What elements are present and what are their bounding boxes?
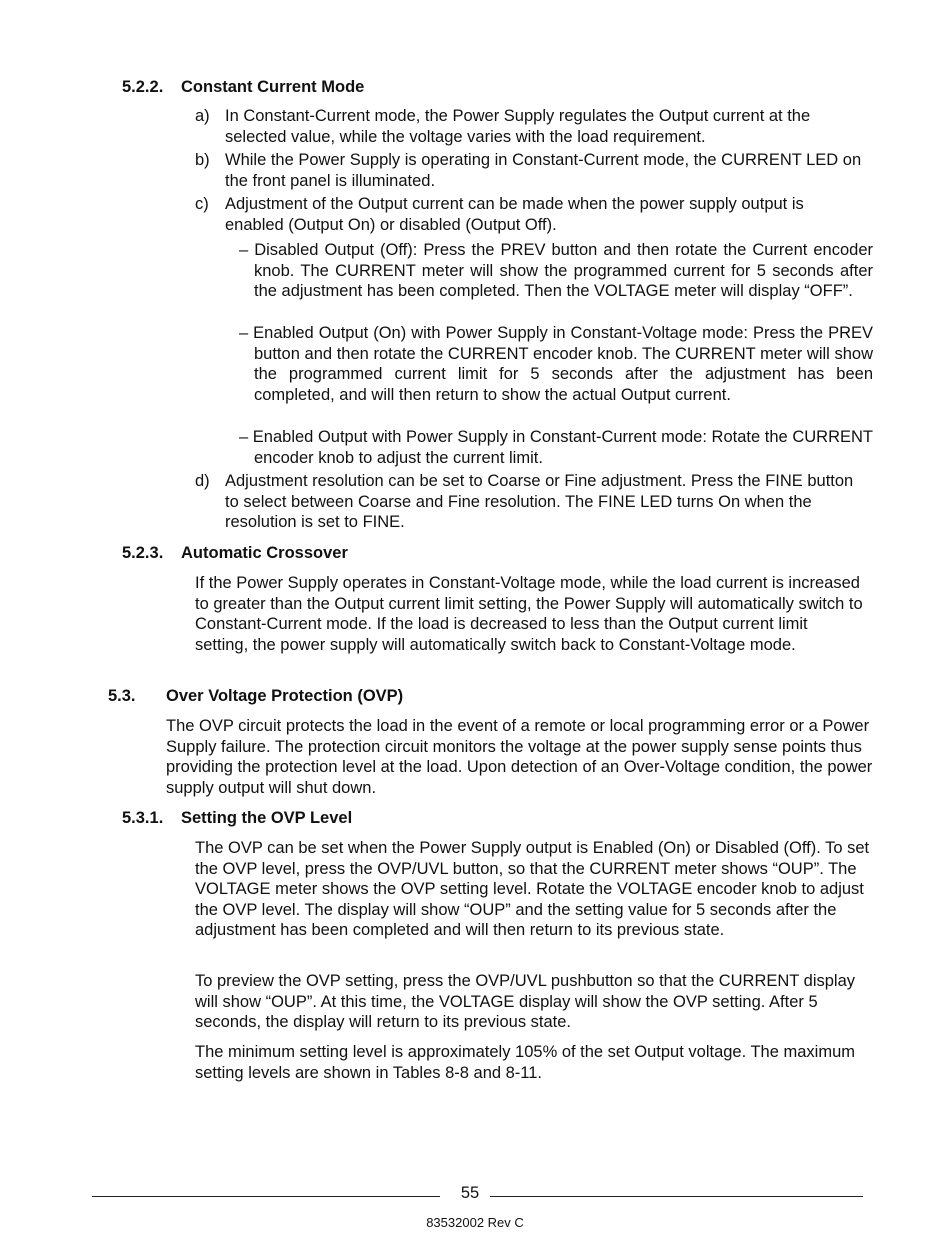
list-marker: d)	[195, 472, 210, 490]
section-number: 5.2.3.	[122, 544, 164, 562]
footer-rule-left	[92, 1196, 440, 1197]
paragraph-ovp-setting: The OVP can be set when the Power Supply output is Enabled (On) or Disabled (Off). To set the OVP level, press the OVP/UVL button, so that the CURRENT meter shows “OUP”. The VOLTAGE meter shows the OVP setting level. Rotate the VOLTAGE encoder knob to adjust the OVP level. The display will show “OUP” and the setting value for 5 seconds after the adjustment has been completed and will then return to its previous state.	[195, 839, 870, 940]
dash-item-enabled-output-cv: – Enabled Output (On) with Power Supply in Constant-Voltage mode: Press the PREV button and then rotate the CURRENT encoder knob. The CURRENT meter will show the programmed current limit for 5 seconds after the adjustment has been completed, and will then return to show the actual Output current.	[239, 324, 873, 404]
section-number: 5.3.1.	[122, 809, 164, 827]
dash-item-disabled-output: – Disabled Output (Off): Press the PREV button and then rotate the Current encoder knob. The CURRENT meter will show the programmed current for 5 seconds after the adjustment has been completed. Then the VOLTAGE meter will display “OFF”.	[239, 241, 873, 301]
list-marker: c)	[195, 195, 209, 213]
dash-item-enabled-output-cc: – Enabled Output with Power Supply in Constant-Current mode: Rotate the CURRENT encoder knob to adjust the current limit.	[239, 428, 873, 467]
section-title: Constant Current Mode	[181, 78, 365, 96]
list-marker: a)	[195, 107, 210, 125]
section-title: Setting the OVP Level	[181, 809, 353, 827]
section-title: Automatic Crossover	[181, 544, 348, 562]
paragraph-automatic-crossover: If the Power Supply operates in Constant-Voltage mode, while the load current is increased to greater than the Output current limit setting, the Power Supply will automatically switch to Constant-Current mode. If the load is decreased to less than the Output current limit setting, the power supply will automatically switch back to Constant-Voltage mode.	[195, 574, 863, 654]
list-text: In Constant-Current mode, the Power Supply regulates the Output current at the selected value, while the voltage varies with the load requirement.	[225, 107, 811, 146]
section-title: Over Voltage Protection (OVP)	[166, 687, 404, 705]
paragraph-ovp: The OVP circuit protects the load in the event of a remote or local programming error or a Power Supply failure. The protection circuit monitors the voltage at the power supply sense points thus providing the protection level at the load. Upon detection of an Over-Voltage condition, the power supply output will shut down.	[166, 717, 873, 797]
list-text: While the Power Supply is operating in Constant-Current mode, the CURRENT LED on the front panel is illuminated.	[225, 151, 862, 190]
document-number: 83532002 Rev C	[426, 1215, 524, 1230]
page-number: 55	[460, 1184, 480, 1202]
list-text: Adjustment resolution can be set to Coarse or Fine adjustment. Press the FINE button to select between Coarse and Fine resolution. The FINE LED turns On when the resolution is set to FINE.	[225, 472, 854, 532]
paragraph-ovp-preview: To preview the OVP setting, press the OVP/UVL pushbutton so that the CURRENT display will show “OUP”. At this time, the VOLTAGE display will show the OVP setting. After 5 seconds, the display will return to its previous state.	[195, 972, 856, 1032]
section-number: 5.2.2.	[122, 78, 164, 96]
section-number: 5.3.	[108, 687, 136, 705]
list-text: Adjustment of the Output current can be made when the power supply output is enabled (Output On) or disabled (Output Off).	[225, 195, 804, 234]
footer-rule-right	[490, 1196, 863, 1197]
paragraph-ovp-minimum: The minimum setting level is approximately 105% of the set Output voltage. The maximum setting levels are shown in Tables 8-8 and 8-11.	[195, 1043, 855, 1082]
list-marker: b)	[195, 151, 210, 169]
